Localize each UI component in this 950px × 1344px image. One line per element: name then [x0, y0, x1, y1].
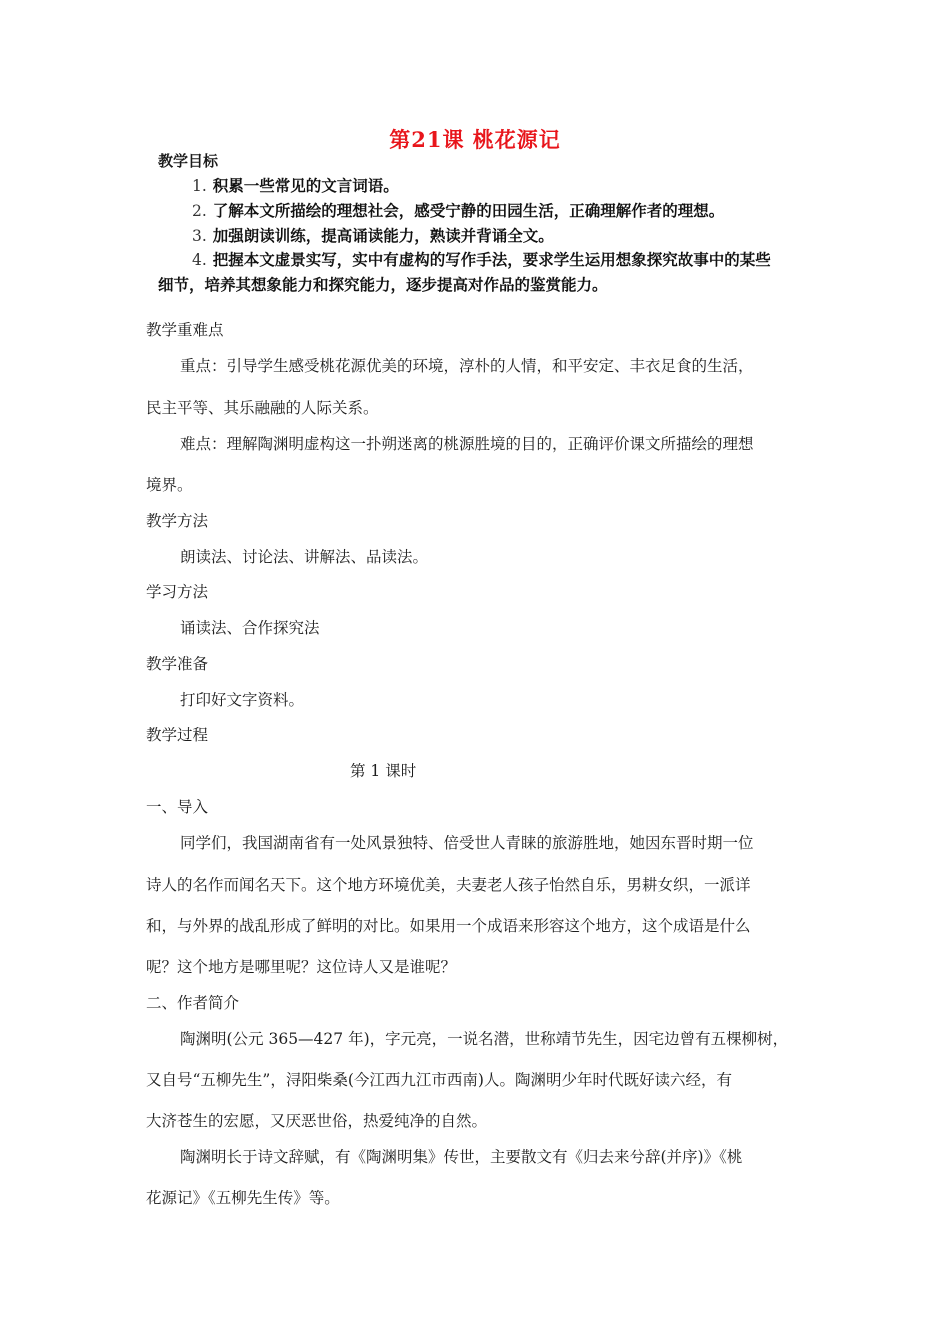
teaching-method-heading: 教学方法 [146, 512, 209, 530]
lesson-period: 第 1 课时 [350, 762, 417, 780]
intro-line-2: 诗人的名作而闻名天下。这个地方环境优美，夫妻老人孩子怡然自乐，男耕女织，一派详 [146, 876, 751, 894]
objective-item-4-cont: 细节，培养其想象能力和探究能力，逐步提高对作品的鉴赏能力。 [158, 276, 608, 294]
intro-line-1: 同学们，我国湖南省有一处风景独特、倍受世人青睐的旅游胜地，她因东晋时期一位 [180, 834, 754, 852]
focus-line-2: 民主平等、其乐融融的人际关系。 [146, 399, 379, 417]
objective-num: 4. [192, 251, 207, 269]
author-heading: 二、作者简介 [146, 994, 240, 1012]
author-line-3: 大济苍生的宏愿，又厌恶世俗，热爱纯净的自然。 [146, 1112, 488, 1130]
preparation-heading: 教学准备 [146, 655, 209, 673]
works-line-1: 陶渊明长于诗文辞赋，有《陶渊明集》传世，主要散文有《归去来兮辞(并序)》《桃 [180, 1148, 743, 1166]
intro-line-3: 和，与外界的战乱形成了鲜明的对比。如果用一个成语来形容这个地方，这个成语是什么 [146, 917, 751, 935]
focus-line-1: 重点：引导学生感受桃花源优美的环境，淳朴的人情，和平安定、丰衣足食的生活， [180, 357, 754, 375]
objective-item-1 [192, 174, 399, 196]
difficulty-line-2: 境界。 [146, 476, 193, 494]
learning-method-heading: 学习方法 [146, 583, 209, 601]
learning-method-text: 诵读法、合作探究法 [180, 619, 320, 637]
preparation-text: 打印好文字资料。 [180, 691, 305, 709]
author-line-2: 又自号“五柳先生”，浔阳柴桑(今江西九江市西南)人。陶渊明少年时代既好读六经，有 [146, 1071, 732, 1089]
objective-num: 1. [192, 177, 207, 195]
objective-item-4 [192, 248, 771, 270]
author-line-1: 陶渊明(公元 365—427 年)，字元亮，一说名潜，世称靖节先生，因宅边曾有五棵柳树， [180, 1030, 789, 1048]
intro-line-4: 呢？这个地方是哪里呢？这位诗人又是谁呢？ [146, 958, 457, 976]
works-line-2: 花源记》《五柳先生传》等。 [146, 1189, 340, 1207]
process-heading: 教学过程 [146, 726, 209, 744]
teaching-method-text: 朗读法、讨论法、讲解法、品读法。 [180, 548, 429, 566]
objective-text: 了解本文所描绘的理想社会，感受宁静的田园生活，正确理解作者的理想。 [212, 202, 725, 220]
objectives-heading: 教学目标 [158, 152, 219, 170]
objective-num: 2. [192, 202, 207, 220]
objective-num: 3. [192, 227, 207, 245]
objective-item-2 [192, 199, 724, 221]
objective-text: 把握本文虚景实写，实中有虚构的写作手法，要求学生运用想象探究故事中的某些 [212, 251, 771, 269]
lesson-title: 第21课 桃花源记 [389, 127, 561, 152]
intro-heading: 一、导入 [146, 798, 209, 816]
objective-text: 积累一些常见的文言词语。 [212, 177, 399, 195]
difficulty-line-1: 难点：理解陶渊明虚构这一扑朔迷离的桃源胜境的目的，正确评价课文所描绘的理想 [180, 435, 754, 453]
objective-item-3 [192, 224, 554, 246]
key-points-heading: 教学重难点 [146, 321, 224, 339]
objective-text: 加强朗读训练，提高诵读能力，熟读并背诵全文。 [212, 227, 554, 245]
